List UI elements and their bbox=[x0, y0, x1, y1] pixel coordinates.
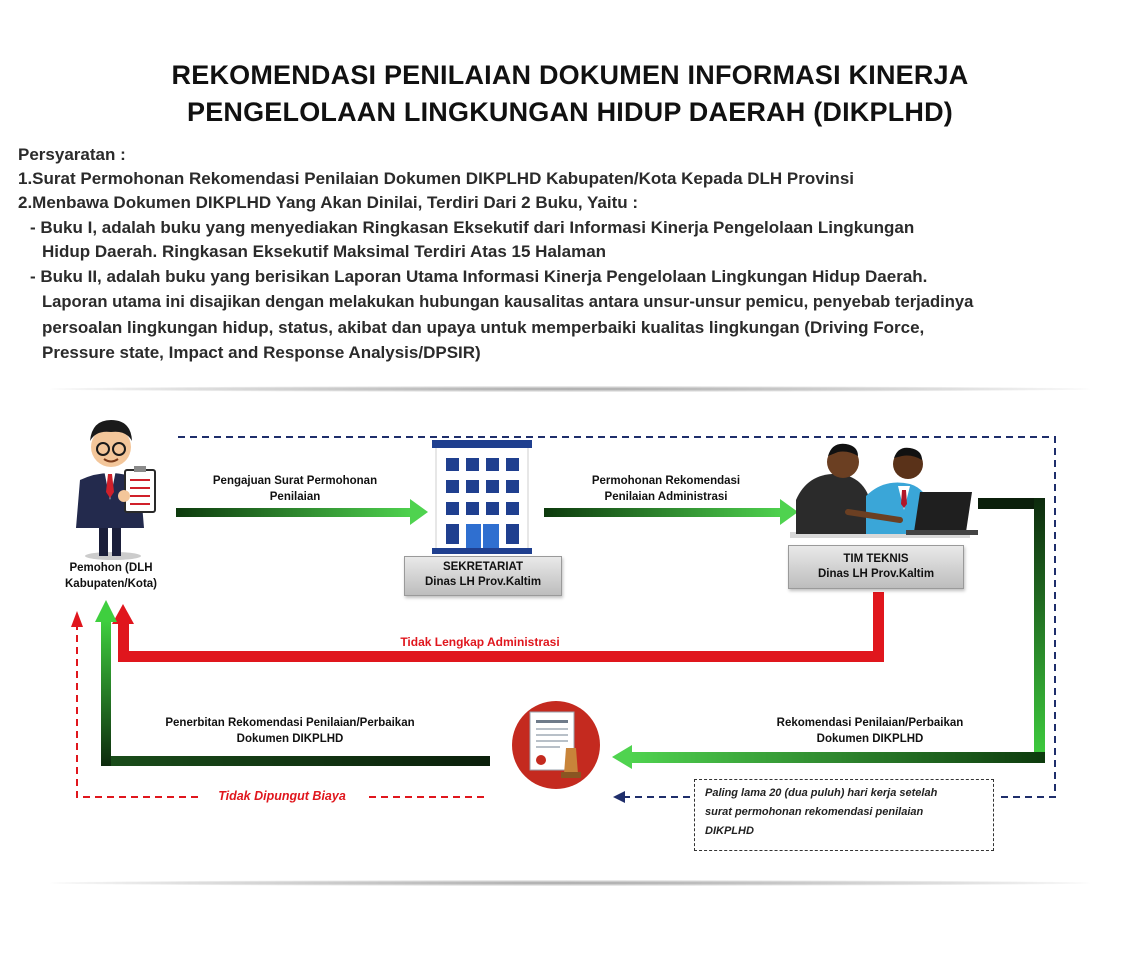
arrow-submit-label-line2: Penilaian bbox=[269, 491, 321, 503]
issuance-label-line2: Dokumen DIKPLHD bbox=[236, 733, 344, 745]
issuance-label-line1: Penerbitan Rekomendasi Penilaian/Perbaikan bbox=[165, 717, 415, 729]
applicant-label bbox=[46, 560, 176, 592]
page-title-line1: REKOMENDASI PENILAIAN DOKUMEN INFORMASI KINERJA bbox=[171, 60, 969, 90]
requirements-heading: Persyaratan : bbox=[18, 145, 126, 164]
issuance-label bbox=[140, 715, 440, 747]
page-title-line2: PENGELOLAAN LINGKUNGAN HIDUP DAERAH (DIKPLHD) bbox=[186, 97, 953, 127]
arrow-incomplete bbox=[112, 592, 884, 662]
deadline-note-line2: surat permohonan rekomendasi penilaian bbox=[705, 806, 924, 818]
tim-teknis-name: TIM TEKNIS bbox=[843, 553, 909, 565]
buku2-line2: Laporan utama ini disajikan dengan melakukan hubungan kausalitas antara unsur-unsur pemicu, penyebab terjadinya bbox=[42, 292, 974, 311]
meeting-icon bbox=[790, 444, 978, 538]
arrow-submit-label-line1: Pengajuan Surat Permohonan bbox=[212, 475, 378, 487]
arrow-request-label-line1: Permohonan Rekomendasi bbox=[591, 475, 741, 487]
dashed-red-loop bbox=[77, 625, 484, 797]
buku1-line2: Hidup Daerah. Ringkasan Eksekutif Maksimal Terdiri Atas 15 Halaman bbox=[42, 242, 607, 261]
buku1-line1: - Buku I, adalah buku yang menyediakan Ringkasan Eksekutif dari Informasi Kinerja Pengelolaan Lingkungan bbox=[30, 218, 915, 237]
incomplete-label: Tidak Lengkap Administrasi bbox=[400, 635, 560, 649]
free-of-charge-label: Tidak Dipungut Biaya bbox=[218, 789, 346, 803]
recommendation-label-line2: Dokumen DIKPLHD bbox=[816, 733, 924, 745]
requirement-item-1: 1.Surat Permohonan Rekomendasi Penilaian Dokumen DIKPLHD Kabupaten/Kota Kepada DLH Provinsi bbox=[18, 169, 854, 188]
secretariat-name: SEKRETARIAT bbox=[442, 561, 524, 573]
document-seal-icon bbox=[512, 701, 600, 789]
buku2-line4: Pressure state, Impact and Response Analysis/DPSIR) bbox=[42, 343, 481, 362]
deadline-note-line1: Paling lama 20 (dua puluh) hari kerja setelah bbox=[705, 787, 938, 799]
arrow-submit-label bbox=[180, 473, 410, 505]
recommendation-label bbox=[740, 715, 1000, 747]
building-icon bbox=[432, 440, 532, 554]
tim-teknis-agency: Dinas LH Prov.Kaltim bbox=[817, 568, 935, 580]
secretariat-agency: Dinas LH Prov.Kaltim bbox=[424, 576, 542, 588]
deadline-note-line3: DIKPLHD bbox=[705, 825, 754, 837]
arrow-request-label-line2: Penilaian Administrasi bbox=[604, 491, 728, 503]
recommendation-label-line1: Rekomendasi Penilaian/Perbaikan bbox=[776, 717, 964, 729]
applicant-label-line2: Kabupaten/Kota) bbox=[65, 578, 157, 590]
buku2-line1: - Buku II, adalah buku yang berisikan Laporan Utama Informasi Kinerja Pengelolaan Lingkungan Hidup Daerah. bbox=[30, 267, 928, 286]
dashed-arrowhead bbox=[613, 791, 625, 803]
secretariat-box bbox=[404, 556, 562, 596]
arrow-request-label bbox=[548, 473, 784, 505]
deadline-note bbox=[694, 779, 994, 851]
buku2-line3: persoalan lingkungan hidup, status, akibat dan upaya untuk memperbaiki kualitas lingkungan (Driving Force, bbox=[42, 318, 925, 337]
applicant-label-line1: Pemohon (DLH bbox=[69, 562, 153, 574]
tim-teknis-box bbox=[788, 545, 964, 589]
requirement-item-2: 2.Menbawa Dokumen DIKPLHD Yang Akan Dinilai, Terdiri Dari 2 Buku, Yaitu : bbox=[18, 193, 639, 212]
businessman-icon bbox=[76, 420, 155, 560]
